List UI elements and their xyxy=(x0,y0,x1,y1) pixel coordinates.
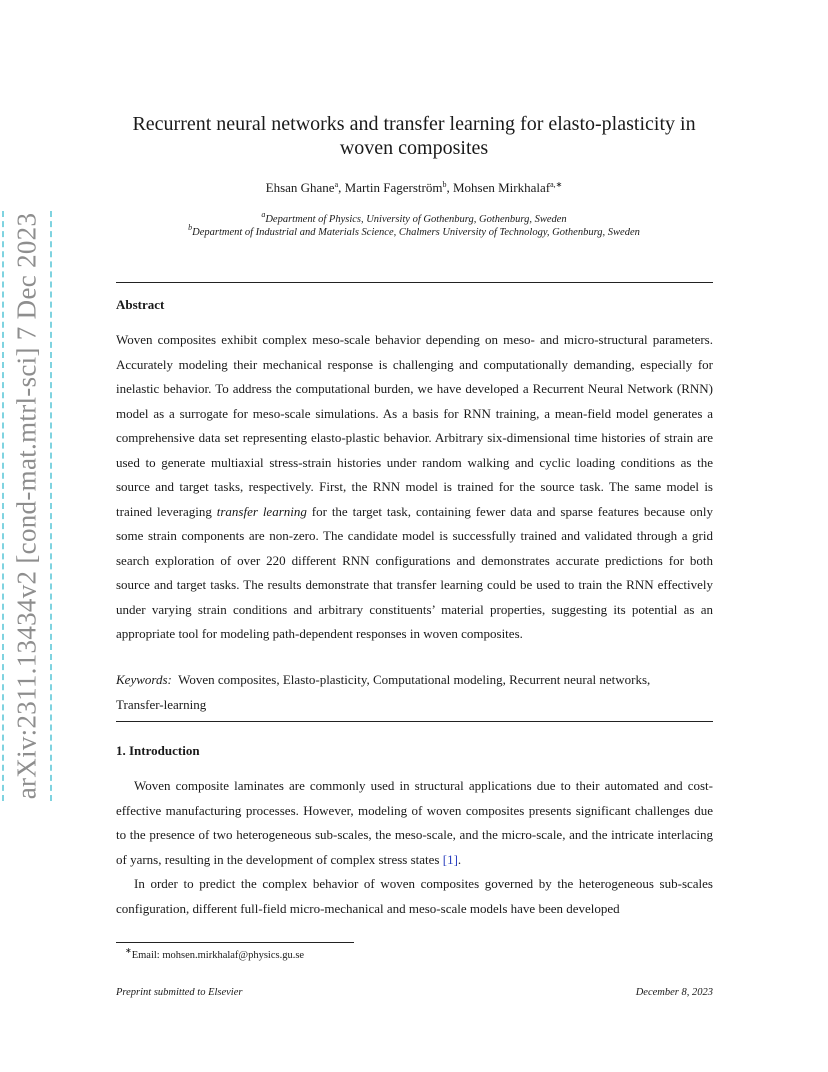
section-rule xyxy=(116,721,713,722)
paragraph xyxy=(116,872,713,921)
citation-link[interactable]: [1] xyxy=(442,851,458,867)
paragraph-text: Woven composite laminates are commonly used in structural applications due to their automated and cost-effective manufacturing processes. However, modeling of woven composites presents significant challenges due to the presence of two heterogeneous sub-scales, the meso-scale, and the micro-scale, and the intricate interlacing of yarns, resulting in the development of complex stress states xyxy=(116,778,713,867)
footnote-mark: ∗ xyxy=(125,946,132,955)
footnote-text: Email: mohsen.mirkhalaf@physics.gu.se xyxy=(131,950,305,961)
introduction-body xyxy=(116,774,713,921)
affiliation-text: Department of Physics, University of Gothenburg, Gothenburg, Sweden xyxy=(265,214,567,225)
affiliation xyxy=(108,223,720,238)
abstract-text xyxy=(116,328,713,647)
abstract-emphasis: transfer learning xyxy=(216,503,307,519)
arxiv-stamp xyxy=(2,211,52,801)
author-name: Mohsen Mirkhalaf xyxy=(452,180,551,195)
affiliation-text: Department of Industrial and Materials Science, Chalmers University of Technology, Gothenburg, Sweden xyxy=(192,227,640,238)
author-mark: a xyxy=(334,180,339,189)
footnote xyxy=(125,946,304,961)
affiliation-mark: a xyxy=(261,210,266,219)
arxiv-stamp-text: arXiv:2311.13434v2 [cond-mat.mtrl-sci] 7 Dec 2023 xyxy=(11,212,42,800)
paragraph-text: In order to predict the complex behavior of woven composites governed by the heterogeneous sub-scales configuration, different full-field micro-mechanical and meso-scale models have been developed xyxy=(116,876,713,916)
author-name: Martin Fagerström xyxy=(344,180,443,195)
keywords xyxy=(116,668,676,717)
section-heading: 1. Introduction xyxy=(116,743,200,758)
author-mark: a,∗ xyxy=(550,180,563,189)
paragraph-text: . xyxy=(457,851,462,867)
footer-date: December 8, 2023 xyxy=(635,987,713,998)
abstract-text-part: for the target task, containing fewer data and sparse features because only some strain components are non-zero. The candidate model is successfully trained and validated through a grid search exploration of over 220 different RNN configurations and demonstrates accurate predictions for both source and target tasks. The results demonstrate that transfer learning could be used to train the RNN effectively under varying strain conditions and arbitrary constituents’ material properties, suggesting its potential as an appropriate tool for modeling path-dependent responses in woven composites. xyxy=(116,503,713,641)
paper-title: Recurrent neural networks and transfer learning for elasto-plasticity in woven composites xyxy=(132,113,696,159)
section-rule xyxy=(116,282,713,283)
author-mark: b xyxy=(442,180,447,189)
keywords-text: Woven composites, Elasto-plasticity, Computational modeling, Recurrent neural networks, Transfer-learning xyxy=(116,672,651,712)
paragraph xyxy=(116,774,713,872)
affiliation-mark: b xyxy=(188,223,193,232)
author-list: Ehsan Ghane$^a$, Martin Fagerström$^b$, Mohsen Mirkhalaf$^{a,∗}$ xyxy=(265,180,563,195)
abstract-text-part: Woven composites exhibit complex meso-scale behavior depending on meso- and micro-structural parameters. Accurately modeling their mechanical response is challenging and computationally demanding, especially for inelastic behavior. To address the computational burden, we have developed a Recurrent Neural Network (RNN) model as a surrogate for meso-scale simulations. As a basis for RNN training, a mean-field model generates a comprehensive data set representing elasto-plastic behavior. Arbitrary six-dimensional time histories of strain are used to generate multiaxial stress-strain histories under random walking and cyclic loading conditions as the source and target tasks, respectively. First, the RNN model is trained for the source task. The same model is trained leveraging xyxy=(116,332,713,519)
footer-preprint: Preprint submitted to Elsevier xyxy=(116,987,243,998)
footnote-rule xyxy=(116,942,354,943)
author-name: Ehsan Ghane xyxy=(265,180,335,195)
keywords-label: Keywords: xyxy=(116,672,172,687)
abstract-heading: Abstract xyxy=(116,297,165,312)
